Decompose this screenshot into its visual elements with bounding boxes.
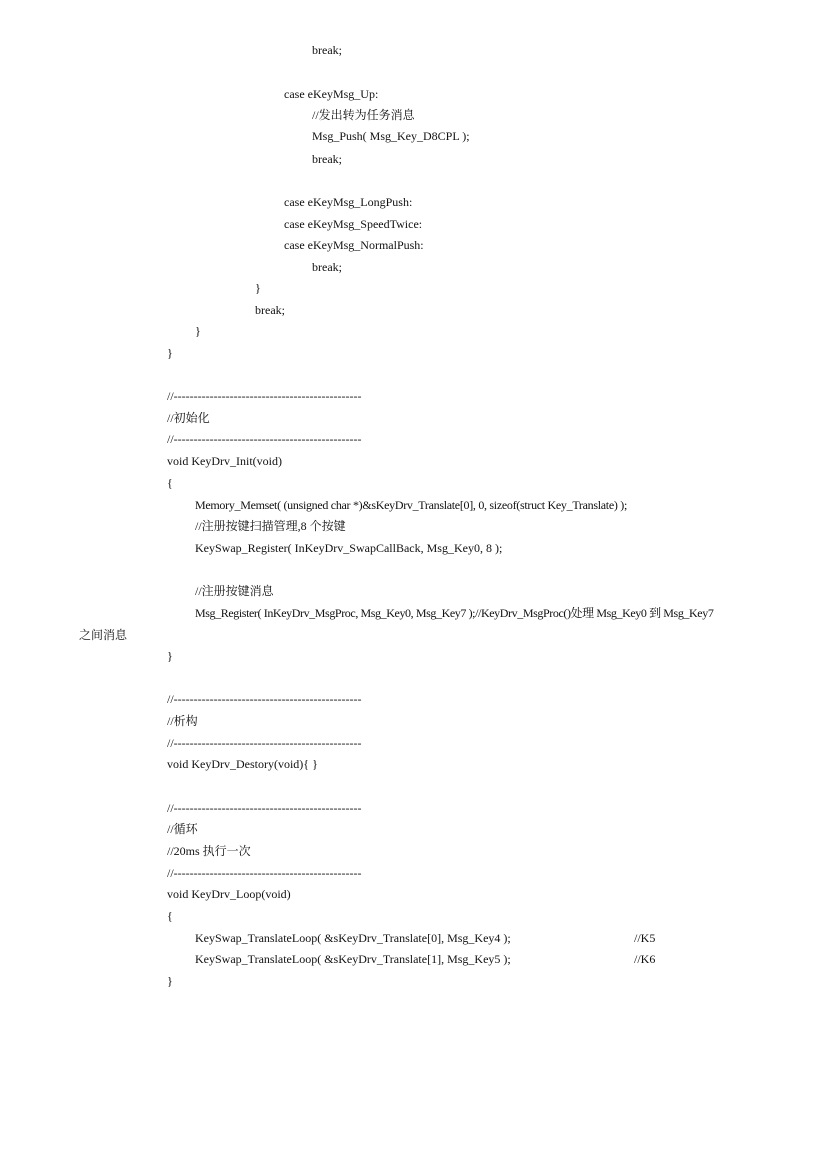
code-line: break; <box>312 43 342 57</box>
code-line: { <box>167 476 173 490</box>
code-line: } <box>167 649 173 663</box>
code-comment: //K5 <box>634 931 656 945</box>
code-line: } <box>195 324 201 338</box>
code-line: void KeyDrv_Loop(void) <box>167 887 291 901</box>
code-line: break; <box>312 152 342 166</box>
code-line: KeySwap_TranslateLoop( &sKeyDrv_Translate[1], Msg_Key5 ); <box>195 952 511 966</box>
code-comment: //注册按键消息 <box>195 584 274 598</box>
code-line: } <box>255 281 261 295</box>
code-comment: //初始化 <box>167 411 210 425</box>
code-line: Msg_Register( InKeyDrv_MsgProc, Msg_Key0, Msg_Key7 );//KeyDrv_MsgProc()处理 Msg_Key0 到 Msg_Key7 <box>195 606 714 620</box>
code-line: KeySwap_TranslateLoop( &sKeyDrv_Translate[0], Msg_Key4 ); <box>195 931 511 945</box>
code-line: case eKeyMsg_LongPush: <box>284 195 413 209</box>
code-line: } <box>167 346 173 360</box>
code-line: } <box>167 974 173 988</box>
code-comment: //K6 <box>634 952 656 966</box>
code-line: { <box>167 909 173 923</box>
code-comment: //----------------------------------------------- <box>167 801 362 815</box>
code-comment: //注册按键扫描管理,8 个按键 <box>195 519 346 533</box>
code-line: Msg_Push( Msg_Key_D8CPL ); <box>312 129 470 143</box>
code-comment: //循环 <box>167 822 198 836</box>
code-comment: //析构 <box>167 714 198 728</box>
code-comment: //20ms 执行一次 <box>167 844 251 858</box>
code-comment: //----------------------------------------------- <box>167 866 362 880</box>
code-comment: //----------------------------------------------- <box>167 736 362 750</box>
code-line: void KeyDrv_Init(void) <box>167 454 282 468</box>
code-comment: //----------------------------------------------- <box>167 389 362 403</box>
code-line: case eKeyMsg_Up: <box>284 87 379 101</box>
code-line: 之间消息 <box>79 628 128 642</box>
code-line: case eKeyMsg_NormalPush: <box>284 238 424 252</box>
code-comment: //----------------------------------------------- <box>167 692 362 706</box>
code-comment: //发出转为任务消息 <box>312 108 415 122</box>
code-line: case eKeyMsg_SpeedTwice: <box>284 217 423 231</box>
code-line: KeySwap_Register( InKeyDrv_SwapCallBack, Msg_Key0, 8 ); <box>195 541 503 555</box>
code-line: break; <box>312 260 342 274</box>
code-comment: //----------------------------------------------- <box>167 432 362 446</box>
code-line: Memory_Memset( (unsigned char *)&sKeyDrv_Translate[0], 0, sizeof(struct Key_Translate) ); <box>195 498 627 512</box>
code-line: void KeyDrv_Destory(void){ } <box>167 757 318 771</box>
code-line: break; <box>255 303 285 317</box>
